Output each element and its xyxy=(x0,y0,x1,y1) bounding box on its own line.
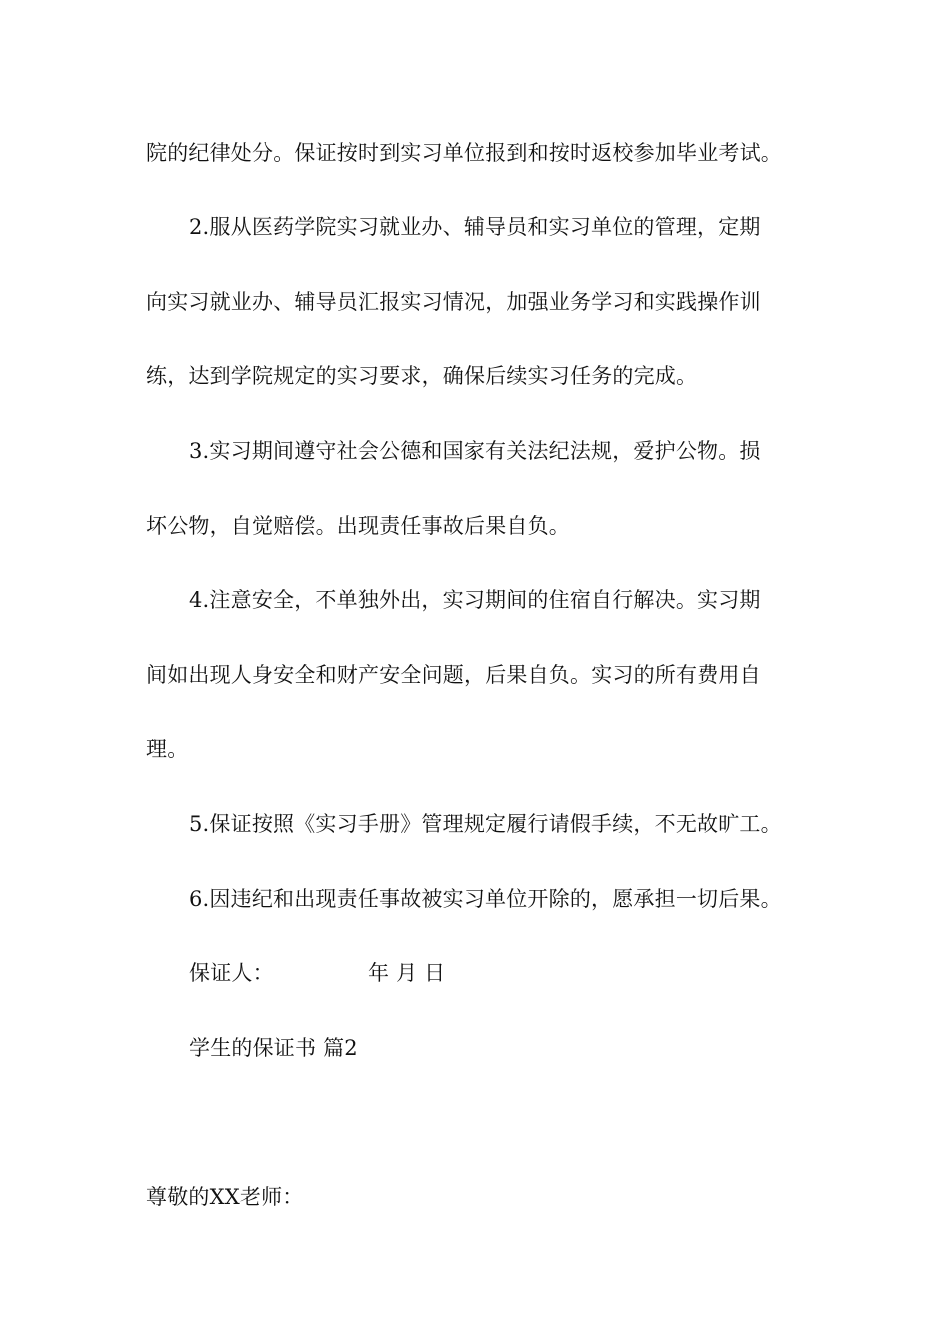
signature-label: 保证人： xyxy=(189,961,274,985)
paragraph-6-line-1: 6.因违纪和出现责任事故被实习单位开除的，愿承担一切后果。 xyxy=(189,887,782,911)
paragraph-4-line-2: 间如出现人身安全和财产安全问题，后果自负。实习的所有费用自 xyxy=(146,663,761,687)
paragraph-3-line-2: 坏公物，自觉赔偿。出现责任事故后果自负。 xyxy=(146,514,570,538)
paragraph-3-line-1: 3.实习期间遵守社会公德和国家有关法纪法规，爱护公物。损 xyxy=(189,439,761,463)
salutation: 尊敬的XX老师： xyxy=(146,1185,304,1209)
paragraph-4-line-1: 4.注意安全，不单独外出，实习期间的住宿自行解决。实习期 xyxy=(189,588,761,612)
paragraph-2-line-2: 向实习就业办、辅导员汇报实习情况，加强业务学习和实践操作训 xyxy=(146,290,761,314)
paragraph-5-line-1: 5.保证按照《实习手册》管理规定履行请假手续，不无故旷工。 xyxy=(189,812,782,836)
paragraph-2-line-1: 2.服从医药学院实习就业办、辅导员和实习单位的管理，定期 xyxy=(189,215,761,239)
section-heading: 学生的保证书 篇2 xyxy=(189,1036,358,1060)
signature-date: 年 月 日 xyxy=(368,961,446,985)
paragraph-4-line-3: 理。 xyxy=(146,737,189,761)
paragraph-2-line-3: 练，达到学院规定的实习要求，确保后续实习任务的完成。 xyxy=(146,364,698,388)
paragraph-1-line-1: 院的纪律处分。保证按时到实习单位报到和按时返校参加毕业考试。 xyxy=(146,141,782,165)
